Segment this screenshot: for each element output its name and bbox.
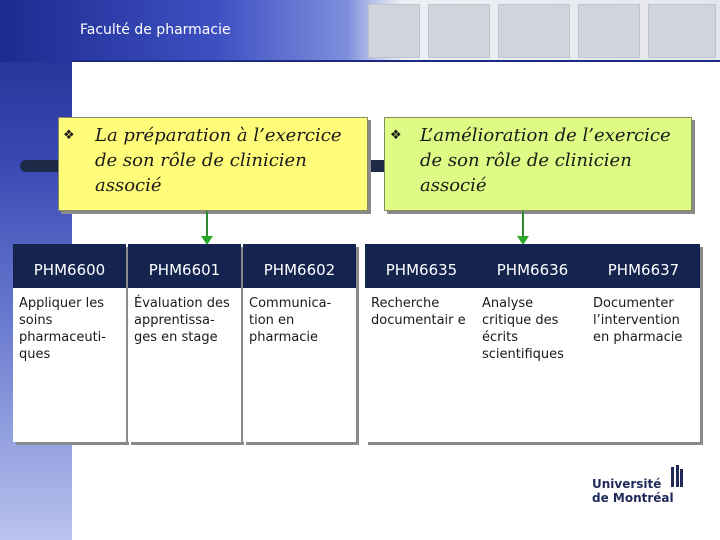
objective-text: La préparation à l’exercice de son rôle de clinicien associé — [95, 125, 342, 196]
course-code: PHM6602 — [243, 244, 356, 288]
course-column — [365, 244, 478, 442]
header-divider — [72, 60, 720, 62]
universite-de-montreal-logo — [592, 465, 692, 505]
page-header-title: Faculté de pharmacie — [80, 22, 231, 38]
header-photo-collage — [348, 0, 720, 60]
diamond-bullet-icon: ❖ — [63, 128, 75, 143]
udem-logo-mark-icon — [670, 465, 684, 489]
logo-line-2: de Montréal — [592, 491, 674, 505]
course-title: Documenter l’intervention en pharmacie — [593, 296, 683, 345]
course-column — [587, 244, 700, 442]
course-code: PHM6600 — [13, 244, 126, 288]
course-title: Communica-tion en pharmacie — [249, 296, 332, 345]
arrow-stem — [522, 211, 524, 237]
course-title: Analyse critique des écrits scientifiques — [482, 296, 564, 362]
objective-box-amelioration — [384, 117, 692, 211]
course-code: PHM6637 — [587, 244, 700, 288]
course-code: PHM6636 — [476, 244, 589, 288]
course-column — [128, 244, 241, 442]
course-column — [476, 244, 589, 442]
course-title: Appliquer les soins pharmaceuti-ques — [19, 296, 106, 362]
course-column — [243, 244, 356, 442]
objective-text: L’amélioration de l’exercice de son rôle de clinicien associé — [420, 125, 671, 196]
diamond-bullet-icon: ❖ — [390, 128, 402, 143]
course-code: PHM6635 — [365, 244, 478, 288]
course-column — [13, 244, 126, 442]
logo-line-1: Université — [592, 477, 662, 491]
arrow-stem — [206, 211, 208, 237]
objective-box-preparation — [58, 117, 368, 211]
course-code: PHM6601 — [128, 244, 241, 288]
course-title: Recherche documentair e — [371, 296, 466, 328]
course-title: Évaluation des apprentissa-ges en stage — [134, 296, 230, 345]
